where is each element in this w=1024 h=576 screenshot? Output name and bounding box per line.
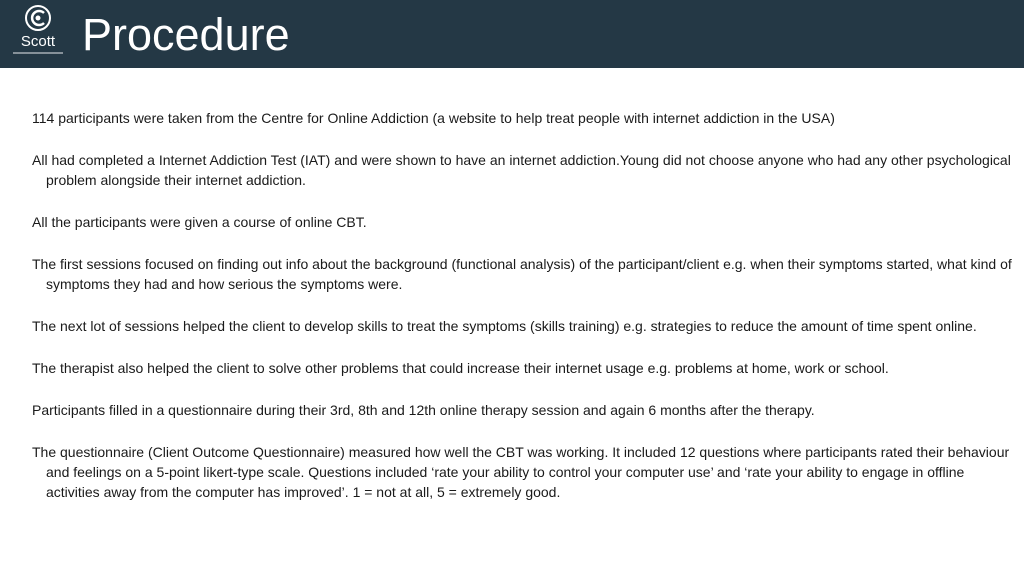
paragraph-iat: All had completed a Internet Addiction Test (IAT) and were shown to have an internet addiction.Young did not choose anyone who had any other psychological problem alongside their internet addiction. <box>32 152 1011 188</box>
paragraph-first-sessions: The first sessions focused on finding out info about the background (functional analysis) of the participant/client e.g. when their symptoms started, what kind of symptoms they had and how serious the symptoms were. <box>32 256 1012 292</box>
page-title: Procedure <box>82 9 290 60</box>
paragraph-therapist-help: The therapist also helped the client to solve other problems that could increase their internet usage e.g. problems at home, work or school. <box>32 360 889 376</box>
scott-logo-icon <box>13 4 63 34</box>
logo-name: Scott <box>20 33 56 50</box>
paragraph-online-cbt: All the participants were given a course of online CBT. <box>32 214 367 230</box>
header-bar <box>0 0 1024 68</box>
scott-logo <box>13 4 63 62</box>
paragraph-questionnaire-timing: Participants filled in a questionnaire during their 3rd, 8th and 12th online therapy session and again 6 months after the therapy. <box>32 402 815 418</box>
paragraph-next-sessions: The next lot of sessions helped the client to develop skills to treat the symptoms (skills training) e.g. strategies to reduce the amount of time spent online. <box>32 318 977 334</box>
paragraph-participants-source: 114 participants were taken from the Centre for Online Addiction (a website to help treat people with internet addiction in the USA) <box>32 110 835 126</box>
logo-subtitle-mark <box>13 52 63 54</box>
paragraph-questionnaire-details: The questionnaire (Client Outcome Questionnaire) measured how well the CBT was working. It included 12 questions where participants rated their behaviour and feelings on a 5-point likert-type scale. Questions included ‘rate your ability to control your computer use’ and ‘rate your ability to engage in offline activities away from the computer has improved’. 1 = not at all, 5 = extremely good. <box>32 444 1010 500</box>
procedure-text <box>32 108 1014 524</box>
